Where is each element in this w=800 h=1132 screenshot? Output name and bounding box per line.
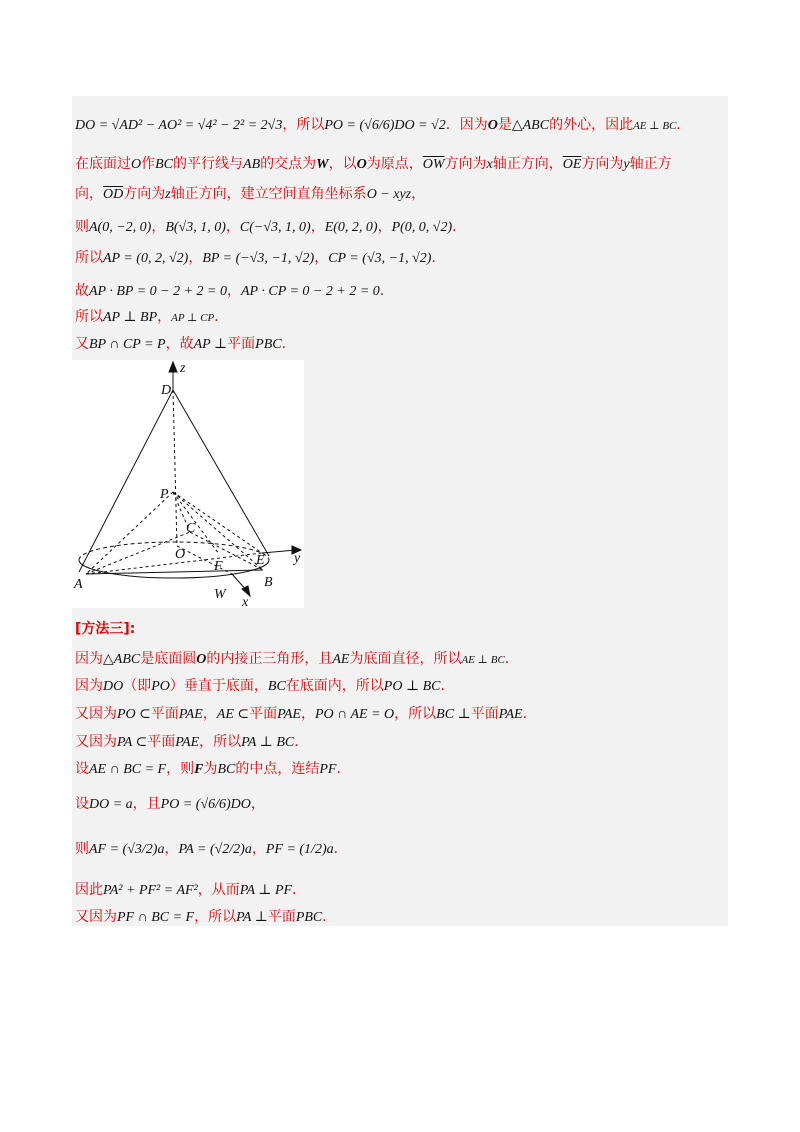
vector-oe: $\overline{OE}$: [562, 157, 582, 172]
line-7: 所以AP ⊥ BP，AP ⊥ CP．: [75, 309, 229, 325]
label-w: W: [214, 587, 226, 602]
line-5: 所以AP = (0, 2, √2)，BP = (−√3, −1, √2)，CP = (√3, −1, √2)．: [75, 250, 446, 266]
label-b: B: [264, 575, 273, 590]
line-6: 故AP · BP = 0 − 2 + 2 = 0，AP · CP = 0 − 2 + 2 = 0．: [75, 283, 394, 299]
cone-diagram: [72, 360, 304, 608]
line-12: 又因为PO ⊂平面PAE，AE ⊂平面PAE，PO ∩ AE = O，所以BC ⊥平面PAE．: [75, 706, 537, 722]
label-o: O: [175, 547, 186, 562]
line-11: 因为DO（即PO）垂直于底面，BC在底面内，所以PO ⊥ BC．: [75, 678, 455, 694]
base-ellipse-front: [79, 560, 269, 578]
segment-cb: [190, 532, 263, 570]
method-three-heading: [方法三]:: [75, 621, 136, 637]
label-f: F: [214, 559, 223, 574]
line-13: 又因为PA ⊂平面PAE，所以PA ⊥ BC．: [75, 734, 309, 750]
label-c: C: [186, 521, 196, 536]
line-8: 又BP ∩ CP = P，故AP ⊥平面PBC．: [75, 336, 296, 352]
y-axis: [262, 550, 296, 553]
line-14: 设AE ∩ BC = F，则F为BC的中点，连结PF．: [75, 761, 351, 777]
cone-figure: [72, 360, 304, 608]
line-17: 因此PA² + PF² = AF²，从而PA ⊥ PF．: [75, 882, 307, 898]
line-18: 又因为PF ∩ BC = F，所以PA ⊥平面PBC．: [75, 909, 337, 925]
height-do: [173, 390, 177, 546]
vector-od: $\overline{OD}$: [103, 187, 124, 202]
line-16: 则AF = (√3/2)a，PA = (√2/2)a，PF = (1/2)a．: [75, 841, 348, 857]
line-4: 则A(0, −2, 0)，B(√3, 1, 0)，C(−√3, 1, 0)，E(0, 2, 0)，P(0, 0, √2)．: [75, 219, 467, 235]
base-ellipse-back: [79, 542, 269, 560]
label-a: A: [74, 577, 83, 592]
line-1: DO = √AD² − AO² = √4² − 2² = 2√3，所以PO = (√6/6)DO = √2．因为O是△ABC的外心，因此AE ⊥ BC．: [75, 117, 691, 133]
x-axis-dashed: [177, 546, 232, 574]
line-15: 设DO = a，且PO = (√6/6)DO，: [75, 796, 265, 812]
z-axis-arrow: [169, 362, 177, 372]
label-p: P: [160, 487, 169, 502]
line-3: 向，$\overline{OD}$方向为z轴正方向，建立空间直角坐标系O − xyz，: [75, 186, 426, 202]
label-x: x: [242, 595, 249, 608]
label-y: y: [294, 551, 301, 566]
formula-po: PO = (√6/6)DO = √2: [324, 118, 446, 133]
line-2: 在底面过O作BC的平行线与AB的交点为W，以O为原点，$\overline{OW}$方向为x轴正方向，$\overline{OE}$方向为y轴正方: [75, 156, 672, 172]
formula-do: DO = √AD² − AO² = √4² − 2² = 2√3: [75, 118, 283, 133]
label-e: E: [256, 553, 265, 568]
segment-pf: [173, 492, 219, 554]
vector-ow: $\overline{OW}$: [422, 157, 445, 172]
label-z: z: [180, 361, 186, 376]
label-d: D: [161, 383, 172, 398]
line-10: 因为△ABC是底面圆O的内接正三角形，且AE为底面直径，所以AE ⊥ BC．: [75, 651, 519, 667]
